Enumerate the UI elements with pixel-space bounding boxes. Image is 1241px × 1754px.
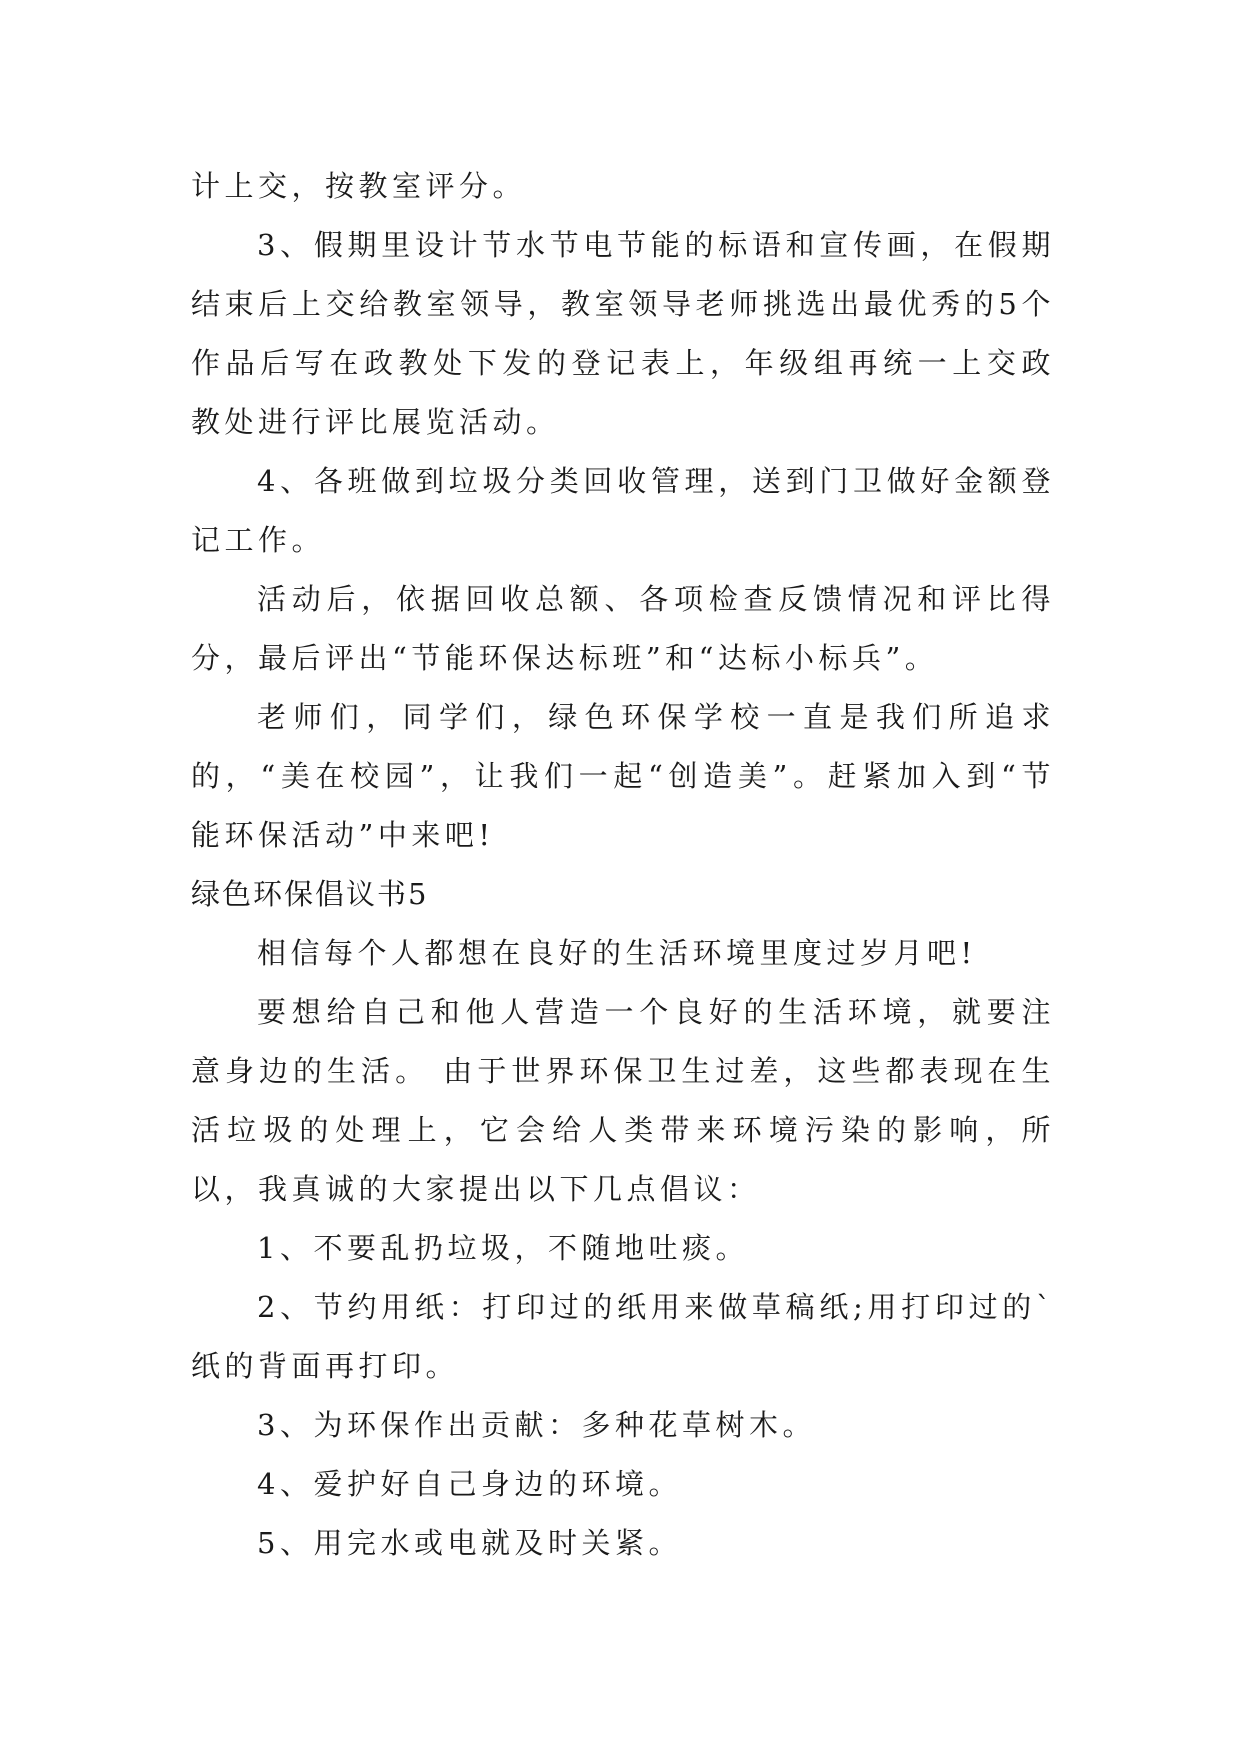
section-heading: 绿色环保倡议书5: [191, 877, 429, 911]
list-item-3: 3、为环保作出贡献：多种花草树木。: [257, 1408, 816, 1442]
paragraph-7: 要想给自己和他人营造一个良好的生活环境，就要注意身边的生活。 由于世界环保卫生过差，这些都表现在生活垃圾的处理上，它会给人类带来环境污染的影响，所以，我真诚的大家提出以下几点倡议：: [191, 995, 1055, 1206]
list-item-2: 2、节约用纸：打印过的纸用来做草稿纸;用打印过的`纸的背面再打印。: [191, 1290, 1055, 1383]
paragraph-2: 3、假期里设计节水节电节能的标语和宣传画，在假期结束后上交给教室领导，教室领导老师挑选出最优秀的5个作品后写在政教处下发的登记表上，年级组再统一上交政教处进行评比展览活动。: [191, 228, 1055, 439]
paragraph-1: 计上交，按教室评分。: [191, 169, 527, 203]
paragraph-3: 4、各班做到垃圾分类回收管理，送到门卫做好金额登记工作。: [191, 464, 1055, 557]
paragraph-6: 相信每个人都想在良好的生活环境里度过岁月吧!: [257, 936, 977, 970]
paragraph-5: 老师们，同学们，绿色环保学校一直是我们所追求的，“美在校园”，让我们一起“创造美”。赶紧加入到“节能环保活动”中来吧!: [191, 700, 1055, 852]
list-item-1: 1、不要乱扔垃圾，不随地吐痰。: [257, 1231, 749, 1265]
list-item-4: 4、爱护好自己身边的环境。: [257, 1467, 682, 1501]
paragraph-4: 活动后，依据回收总额、各项检查反馈情况和评比得分，最后评出“节能环保达标班”和“达标小标兵”。: [191, 582, 1055, 675]
list-item-5: 5、用完水或电就及时关紧。: [257, 1526, 682, 1560]
document-page: [191, 157, 1055, 1573]
